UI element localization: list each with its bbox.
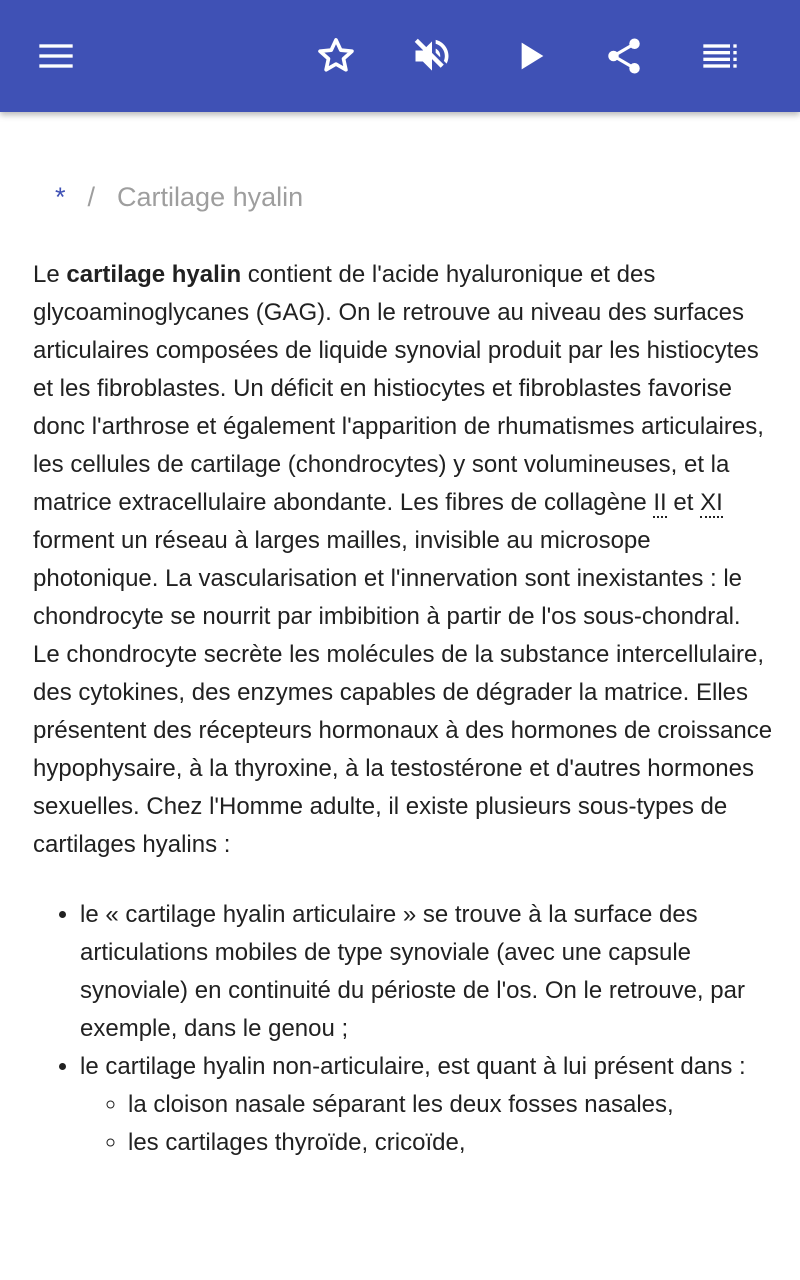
sub-list (80, 1086, 773, 1162)
menu-button[interactable] (28, 28, 84, 84)
list-item (80, 1048, 773, 1162)
article-content (0, 112, 800, 1280)
star-icon (314, 34, 358, 78)
play-button[interactable] (502, 28, 558, 84)
share-button[interactable] (596, 28, 652, 84)
list-item-text: le cartilage hyalin non-articulaire, est quant à lui présent dans : (80, 1053, 746, 1080)
contents-button[interactable] (692, 28, 748, 84)
subtypes-list (33, 896, 773, 1162)
play-icon (510, 36, 550, 76)
playlist-icon (700, 36, 740, 76)
article-term-bold: cartilage hyalin (66, 261, 242, 288)
sub-list-item-text: les cartilages thyroïde, cricoïde, (128, 1129, 466, 1156)
breadcrumb-separator: / (87, 182, 96, 212)
sub-list-item (128, 1086, 773, 1124)
app-toolbar (0, 0, 800, 112)
paragraph-text-end: forment un réseau à larges mailles, invisible au microsope photonique. La vascularisation et l'innervation sont inexistantes : le chondrocyte se nourrit par imbibition à partir de l'os sous-chondral. Le chondrocyte secrète les molécules de la substance intercellulaire, des cytokines, des enzymes capables de dégrader la matrice. Elles présentent des récepteurs hormonaux à des hormones de croissance hypophysaire, à la thyroxine, à la testostérone et d'autres hormones sexuelles. Chez l'Homme adulte, il existe plusieurs sous-types de cartilages hyalins : (33, 527, 773, 858)
list-item-text: le « cartilage hyalin articulaire » se trouve à la surface des articulations mobiles de type synoviale (avec une capsule synoviale) en continuité du périoste de l'os. On le retrouve, par exemple, dans le genou ; (80, 901, 745, 1042)
volume-off-icon (410, 34, 454, 78)
article-body (33, 256, 773, 1162)
breadcrumb (55, 182, 303, 213)
breadcrumb-current: Cartilage hyalin (117, 182, 304, 212)
sub-list-item (128, 1124, 773, 1162)
paragraph-conjunction: et (666, 489, 701, 516)
mute-button[interactable] (404, 28, 460, 84)
paragraph-text-start: Le (33, 261, 67, 288)
list-item (80, 896, 773, 1048)
abbr-collagen-xi[interactable]: XI (700, 489, 723, 516)
share-icon (603, 35, 645, 77)
menu-icon (36, 36, 76, 76)
abbr-collagen-ii[interactable]: II (653, 489, 667, 516)
breadcrumb-home-link[interactable]: * (55, 182, 66, 212)
article-paragraph (33, 256, 773, 864)
paragraph-text-middle: contient de l'acide hyaluronique et des glycoaminoglycanes (GAG). On le retrouve au niveau des surfaces articulaires composées de liquide synovial produit par les histiocytes et les fibroblastes. Un déficit en histiocytes et fibroblastes favorise donc l'arthrose et également l'apparition de rhumatismes articulaires, les cellules de cartilage (chondrocytes) y sont volumineuses, et la matrice extracellulaire abondante. Les fibres de collagène (33, 261, 764, 516)
sub-list-item-text: la cloison nasale séparant les deux fosses nasales, (128, 1091, 674, 1118)
bookmark-button[interactable] (308, 28, 364, 84)
